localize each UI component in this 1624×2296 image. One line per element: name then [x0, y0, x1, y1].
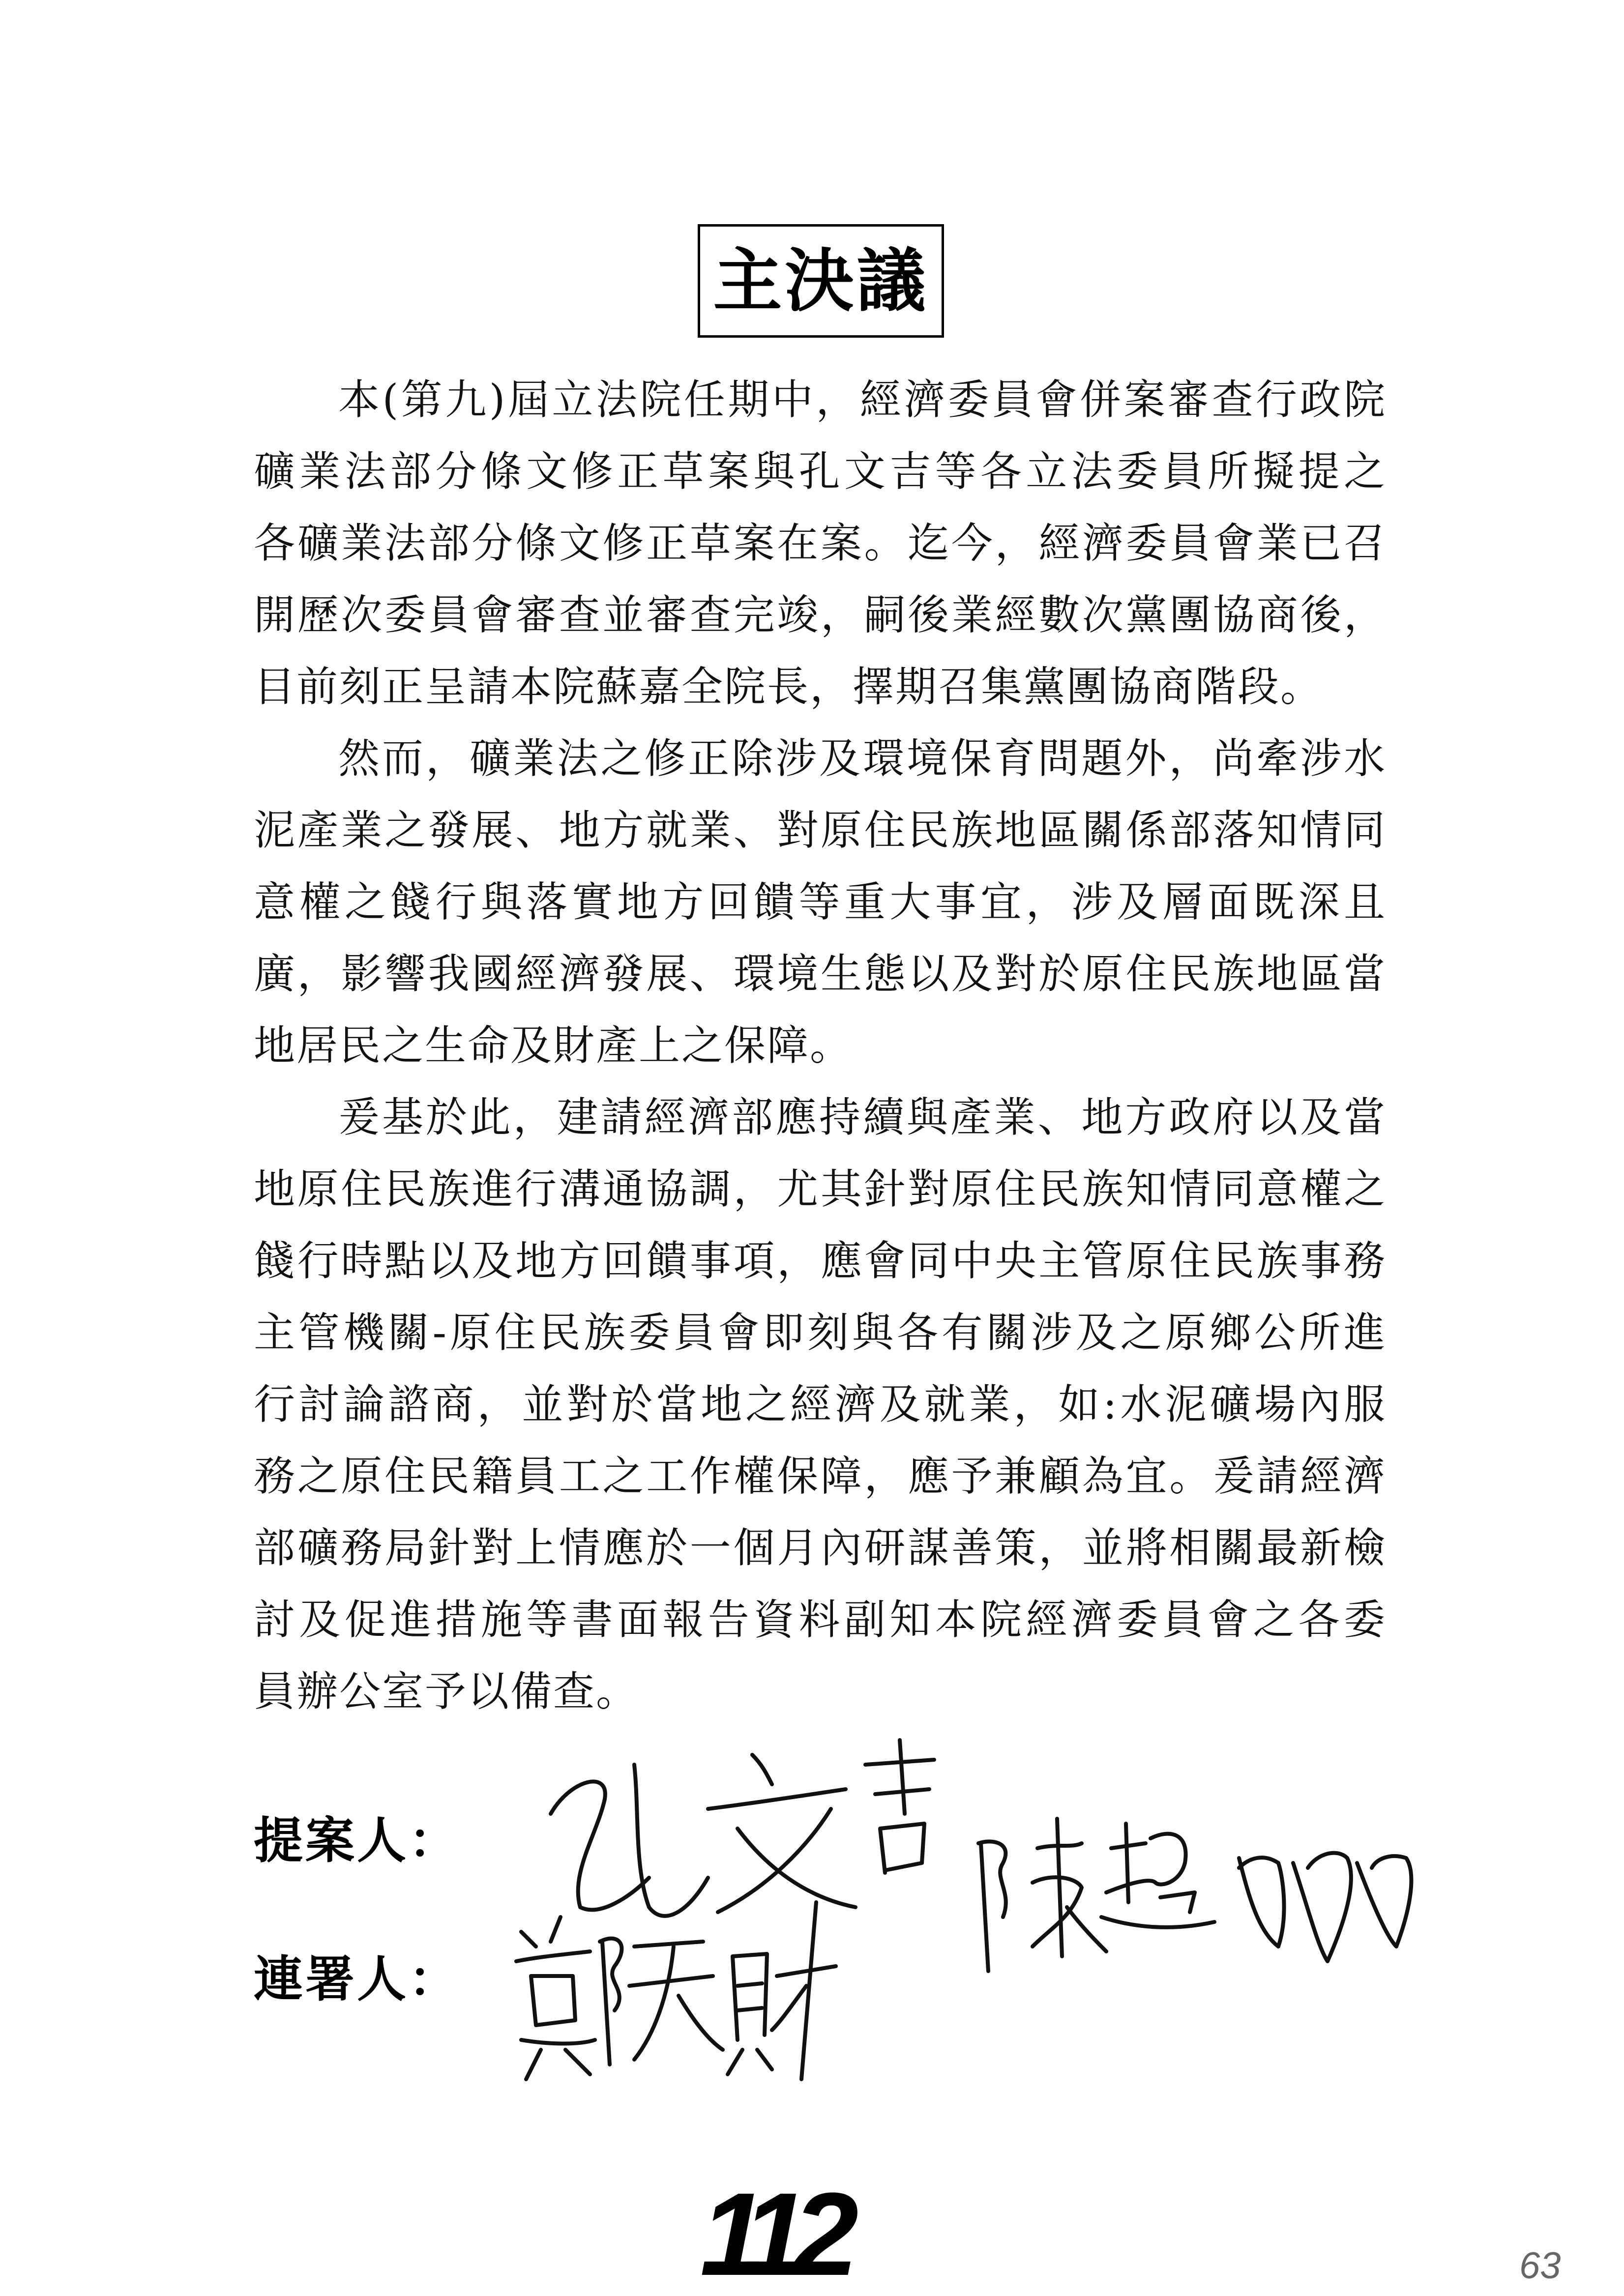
- text-line: 爰基於此，建請經濟部應持續與產業、地方政府以及當: [338, 1093, 1387, 1141]
- cosigner-label: 連署人：: [254, 1950, 460, 2008]
- text-line: 地居民之生命及財產上之保障。: [254, 1021, 853, 1070]
- document-title: 主決議: [698, 224, 944, 338]
- text-line: 廣，影響我國經濟發展、環境生態以及對於原住民族地區當: [254, 950, 1387, 998]
- body-text: [254, 364, 1387, 1727]
- text-line: 員辦公室予以備查。: [254, 1667, 639, 1715]
- paragraph-3: [254, 1081, 1387, 1727]
- text-line: 然而，礦業法之修正除涉及環境保育問題外，尚牽涉水: [338, 734, 1387, 783]
- text-line: 目前刻正呈請本院蘇嘉全院長，擇期召集黨團協商階段。: [254, 663, 1324, 711]
- text-line: 行討論諮商，並對於當地之經濟及就業，如:水泥礦場內服: [254, 1380, 1387, 1428]
- text-line: 部礦務局針對上情應於一個月內研謀善策，並將相關最新檢: [254, 1524, 1387, 1572]
- text-line: 意權之餞行與落實地方回饋等重大事宜，涉及層面既深且: [254, 878, 1387, 926]
- text-line: 各礦業法部分條文修正草案在案。迄今，經濟委員會業已召: [254, 519, 1387, 567]
- corner-page-note: 63: [1519, 2246, 1561, 2286]
- proposer-label: 提案人：: [254, 1811, 460, 1869]
- paragraph-2: [254, 723, 1387, 1081]
- text-line: 餞行時點以及地方回饋事項，應會同中央主管原住民族事務: [254, 1237, 1387, 1285]
- text-line: 討及促進措施等書面報告資料副知本院經濟委員會之各委: [254, 1596, 1387, 1644]
- text-line: 泥產業之發展、地方就業、對原住民族地區關係部落知情同: [254, 806, 1387, 854]
- signature-1: [551, 1740, 934, 1916]
- text-line: 務之原住民籍員工之工作權保障，應予兼顧為宜。爰請經濟: [254, 1452, 1387, 1500]
- text-line: 開歷次委員會審查並審查完竣，嗣後業經數次黨團協商後，: [254, 591, 1387, 639]
- handwritten-page-number: 112: [700, 2175, 844, 2293]
- signature-2: [978, 1819, 1411, 1971]
- text-line: 地原住民族進行溝通協調，尤其針對原住民族知情同意權之: [254, 1165, 1387, 1213]
- paragraph-1: [254, 364, 1387, 723]
- text-line: 主管機關-原住民族委員會即刻與各有關涉及之原鄉公所進: [254, 1308, 1387, 1357]
- text-line: 本(第九)屆立法院任期中，經濟委員會併案審查行政院: [338, 376, 1387, 424]
- signature-3: [516, 1902, 836, 2079]
- text-line: 礦業法部分條文修正草案與孔文吉等各立法委員所擬提之: [254, 447, 1387, 495]
